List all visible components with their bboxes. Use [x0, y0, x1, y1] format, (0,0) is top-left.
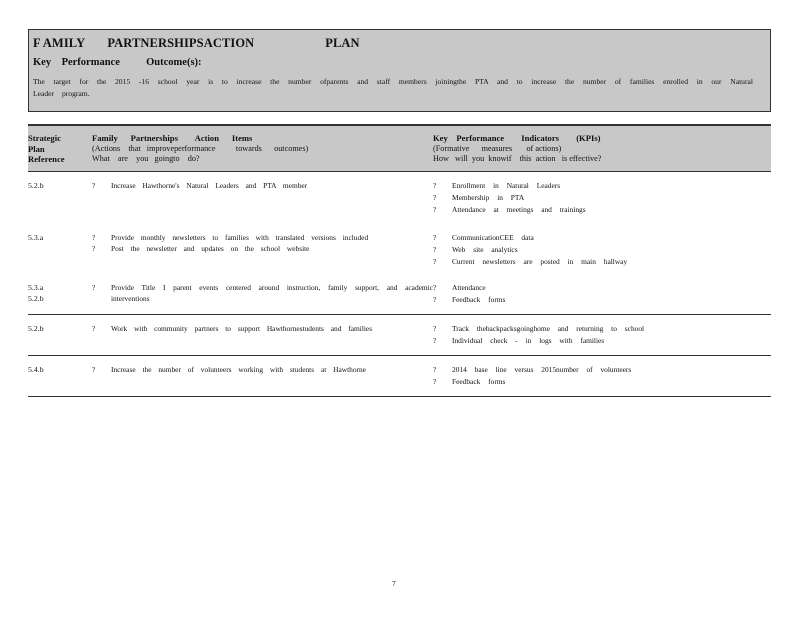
list-item: ? Provide Title I parent events centered around instruction, family support, and academic interventions — [92, 282, 433, 303]
table-row — [28, 270, 771, 315]
row-actions — [92, 355, 433, 396]
row-kpis — [433, 171, 771, 224]
list-item: ? Track thebackpacksgoinghome and returning to school — [433, 323, 645, 333]
list-item: ? Increase the number of volunteers working with students at Hawthorne — [92, 364, 366, 374]
list-item: ? CommunicationCEE data — [433, 232, 534, 242]
list-item: ? Membership in PTA — [433, 192, 525, 202]
table-row — [28, 355, 771, 396]
list-item: ? Feedback forms — [433, 376, 506, 386]
row-kpis — [433, 314, 771, 355]
header-strategic-plan-reference: Strategic Plan Reference — [28, 133, 65, 164]
list-item: ? Web site analytics — [433, 244, 518, 254]
row-reference: 5.2.b — [28, 180, 44, 190]
list-item: ? Attendance — [433, 282, 486, 292]
plan-header-box — [28, 29, 771, 112]
header-action-items: Family Partnerships Action Items (Actions that improveperformance towards outcomes) What are you goingto do? — [92, 133, 309, 163]
row-kpis — [433, 355, 771, 396]
list-item: ? Attendance at meetings and trainings — [433, 204, 586, 214]
row-reference: 5.3.a 5.2.b — [28, 282, 44, 303]
header-kpis: Key Performance Indicators (KPIs) (Formative measures of actions) How will you knowif this action is effective? — [433, 133, 602, 163]
row-actions — [92, 224, 433, 270]
table-row — [28, 171, 771, 224]
list-item: ? 2014 base line versus 2015number of volunteers — [433, 364, 632, 374]
target-statement: The target for the 2015 -16 school year is to increase the number ofparents and staff members joiningthe PTA and to increase the number of families enrolled in our Natural Leader program. — [33, 77, 753, 98]
list-item: ? Feedback forms — [433, 294, 506, 304]
table-row — [28, 314, 771, 355]
action-plan-table — [28, 124, 771, 397]
list-item: ? Work with community partners to support Hawthornestudents and families — [92, 323, 373, 333]
table-row — [28, 224, 771, 270]
row-reference: 5.4.b — [28, 364, 44, 374]
list-item: ? Post the newsletter and updates on the school website — [92, 243, 310, 253]
row-kpis — [433, 270, 771, 315]
page-number: 7 — [392, 579, 396, 588]
list-item: ? Enrollment in Natural Leaders — [433, 180, 561, 190]
row-actions — [92, 270, 433, 315]
row-reference: 5.2.b — [28, 323, 44, 333]
row-kpis — [433, 224, 771, 270]
list-item: ? Current newsletters are posted in main hallway — [433, 256, 628, 266]
list-item: ? Individual check - in logs with families — [433, 335, 605, 345]
list-item: ? Increase Hawthorne's Natural Leaders and PTA member — [92, 180, 308, 190]
key-performance-outcome-label: Key Performance Outcome(s): — [33, 57, 202, 68]
page-title: F AMILY PARTNERSHIPSACTION PLAN — [33, 36, 360, 50]
table-header-row — [28, 125, 771, 171]
row-reference: 5.3.a — [28, 232, 44, 242]
row-actions — [92, 314, 433, 355]
row-actions — [92, 171, 433, 224]
list-item: ? Provide monthly newsletters to families with translated versions included — [92, 232, 369, 242]
